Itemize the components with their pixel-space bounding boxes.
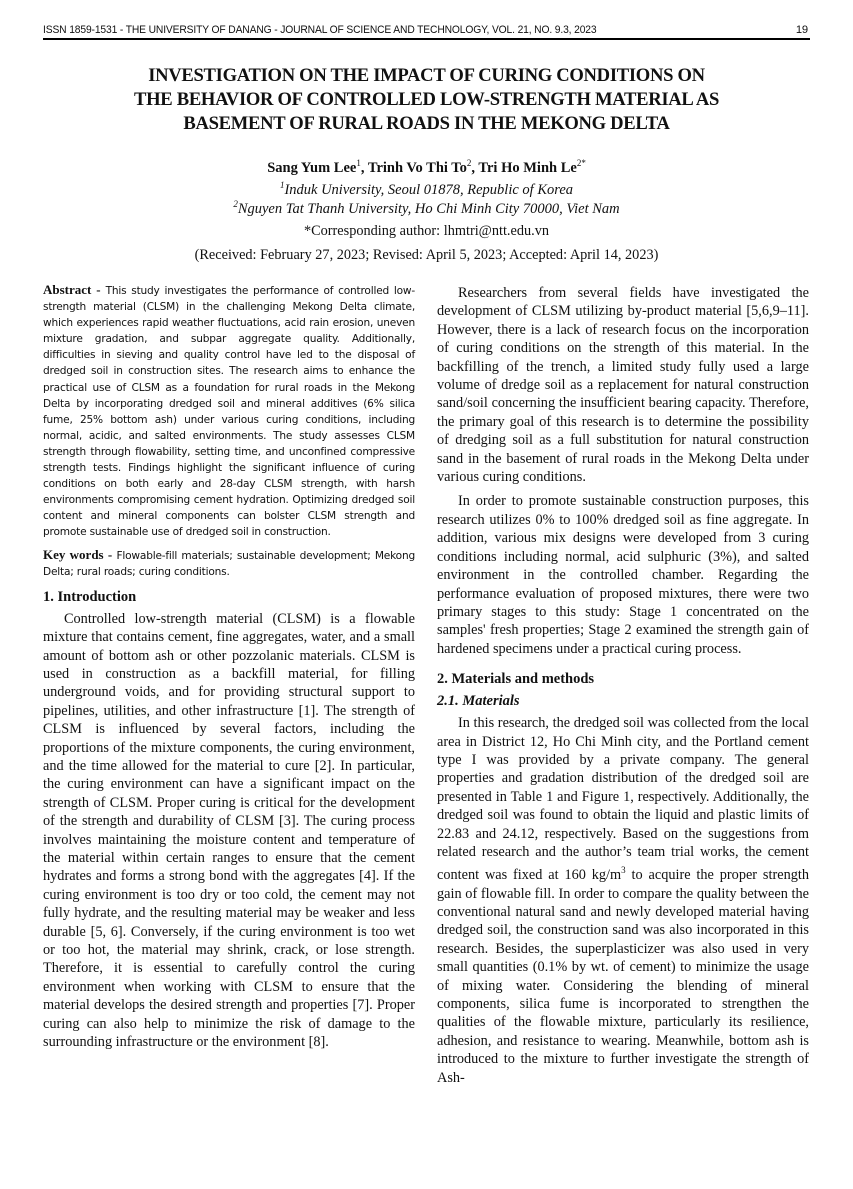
- intro-paragraph-2: Researchers from several fields have investigated the development of CLSM utilizing by-product material [5,6,9–11]. However, there is a lack of research focus on the incorporation of curing conditions on the strength of this material. In the backfilling of the trench, a limited study fully used a large volume of dredge soil as a replacement for natural construction sand/soil concerning the insufficient bearing capacity. Therefore, the primary goal of this research is to determine the possibility of dredging soil as a full substitution for natural construction sand in the basement of rural roads in the Mekong Delta under various curing conditions.: [437, 285, 809, 486]
- paper-title: [60, 64, 793, 136]
- abstract-label: Abstract -: [43, 282, 106, 297]
- affiliation: [0, 195, 853, 218]
- affiliation-mark: 2: [233, 199, 238, 209]
- abstract: [43, 282, 415, 541]
- section-heading-introduction: 1. Introduction: [43, 588, 137, 605]
- title-line: INVESTIGATION ON THE IMPACT OF CURING CONDITIONS ON: [148, 65, 705, 86]
- intro-paragraph-3: In order to promote sustainable construction purposes, this research utilizes 0% to 100% dredged soil as fine aggregate. In addition, various mix designs were developed from 3 curing conditions including normal, acid sulphuric (3%), and salted environment in the controlled chamber. Regarding the performance evaluation of proposed mixtures, there were two primary stages to this study: Stage 1 concentrated on the samples' fresh properties; Stage 2 examined the strength gain of hardened specimens under a practical curing process.: [437, 493, 809, 657]
- author-affil-mark: 2*: [576, 158, 586, 168]
- author-name: Tri Ho Minh Le: [478, 159, 577, 176]
- submission-dates: (Received: February 27, 2023; Revised: April 5, 2023; Accepted: April 14, 2023): [194, 247, 659, 263]
- affiliation-mark: 1: [279, 180, 285, 190]
- subsection-heading-materials: 2.1. Materials: [437, 693, 520, 710]
- title-line: THE BEHAVIOR OF CONTROLLED LOW-STRENGTH MATERIAL AS: [134, 89, 719, 110]
- corresponding-author: *Corresponding author: lhmtri@ntt.edu.vn: [303, 223, 550, 239]
- keywords: [43, 547, 415, 580]
- author-name: Sang Yum Lee: [267, 159, 357, 176]
- left-column: [43, 282, 415, 1051]
- journal-info: ISSN 1859-1531 - THE UNIVERSITY OF DANANG - JOURNAL OF SCIENCE AND TECHNOLOGY, VOL. 21, NO. 9.3, 2023: [43, 24, 597, 36]
- materials-paragraph: [437, 714, 809, 1087]
- right-column: [437, 284, 809, 1087]
- author-separator: ,: [471, 159, 479, 176]
- keywords-label: Key words -: [43, 546, 117, 562]
- materials-text-part2: to acquire the proper strength gain of flowable fill. In order to compare the quality between the conventional natural sand and newly developed material having dredged soil, the construction sand was also incorporated in this research. Besides, the superplasticizer was also used in very small quantities (0.1% by wt. of cement) to minimize the usage of mixing water. Considering the blending of mineral components, silica fume is incorporated to strengthen the qualities of the flowable mixture, particularly its resilience, adhesion, and resistance to wearing. Meanwhile, bottom ash is introduced to the mixture to further investigate the strength of Ash-: [437, 867, 809, 1086]
- page-number: 19: [795, 24, 808, 36]
- author-separator: ,: [360, 159, 368, 176]
- keywords-text: Flowable-fill materials; sustainable development; Mekong Delta; rural roads; curing conditions.: [43, 549, 415, 578]
- author-name: Trinh Vo Thi To: [367, 159, 467, 176]
- author-list: [0, 154, 853, 177]
- title-line: BASEMENT OF RURAL ROADS IN THE MEKONG DELTA: [183, 113, 670, 134]
- affiliation-text: Nguyen Tat Thanh University, Ho Chi Minh City 70000, Viet Nam: [237, 200, 620, 217]
- author-affil-mark: 2: [466, 158, 472, 168]
- unit-superscript: 3: [621, 865, 626, 876]
- author-affil-mark: 1: [356, 158, 361, 168]
- materials-text-part1: In this research, the dredged soil was collected from the local area in District 12, Ho Chi Minh city, and the Portland cement type I was provided by a private company. The general properties and gradation distribution of the dredged soil are presented in Table 1 and Figure 1, respectively. Additionally, the dredged soil was found to obtain the liquid and plastic limits of 22.83 and 24.12, respectively. Based on the suggestions from related research and the author’s team trial works, the cement content was fixed at 160 kg/m: [437, 715, 809, 884]
- intro-paragraph-1: Controlled low-strength material (CLSM) is a flowable mixture that contains cement, fine aggregates, water, and a small amount of bottom ash or other pozzolanic materials. CLSM is used in construction as a backfill material, for filling underground voids, and for providing structural support to pipelines, utilities, and other infrastructure [1]. The strength of CLSM is influenced by several factors, including the proportions of the mixture components, the curing environment, and the time allowed for the material to cure [2]. In particular, the curing environment can have a significant impact on the strength of CLSM. Proper curing is critical for the development of the strength and durability of CLSM [3]. The curing process involves maintaining the moisture content and temperature of the material within certain ranges to ensure that the cement hydrates and forms a strong bond with the aggregates [4]. If the curing environment is too dry or too cold, the cement may not fully hydrate, and the resulting material may be weaker and less durable [5, 6]. Conversely, if the curing environment is too wet or too hot, the material may shrink, crack, or lose strength. Therefore, it is essential to carefully control the curing environment when working with CLSM to ensure that the material develops the desired strength and properties [7]. Proper curing can also help to minimize the risk of damage to the surrounding infrastructure or the environment [8].: [43, 610, 415, 1051]
- running-header: [43, 24, 810, 40]
- affiliation-text: Induk University, Seoul 01878, Republic of Korea: [284, 181, 574, 198]
- section-heading-materials-methods: 2. Materials and methods: [437, 671, 595, 688]
- abstract-text: This study investigates the performance of controlled low-strength material (CLSM) in the challenging Mekong Delta climate, which experiences rapid weather fluctuations, acid rain erosion, uneven mixture gradation, and subpar aggregate quality. Additionally, difficulties in sieving and quality control have led to the disposal of dredged soil in construction sites. The research aims to enhance the practical use of CLSM as a foundation for rural roads in the Mekong Delta by incorporating dredged soil and mineral additives (6% silica fume, 25% bottom ash) under various curing conditions, including normal, acidic, and salted environments. The study assesses CLSM strength through flowability, setting time, and unconfined compressive strength tests. Findings highlight the significant influence of curing conditions on both early and 28-day CLSM strength, with harsh environments compromising cement hydration. Optimizing dredged soil content and mineral components can bolster CLSM strength and promote sustainable use of dredged soil in construction.: [43, 285, 415, 539]
